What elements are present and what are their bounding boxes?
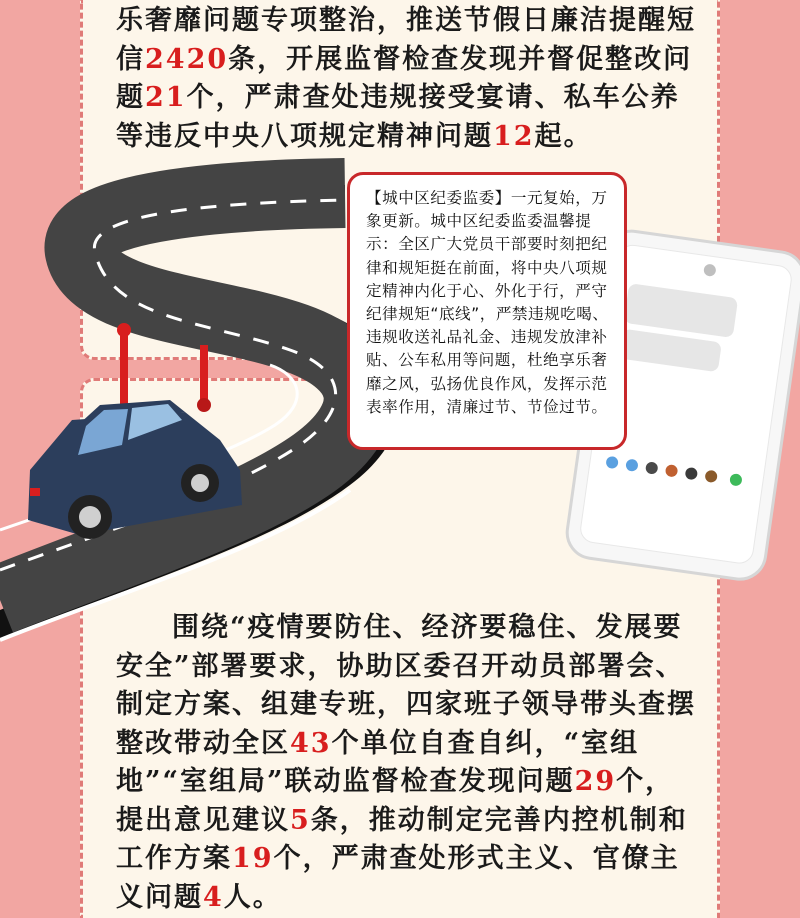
paragraph-segment: 人。 bbox=[223, 881, 282, 913]
highlight-number: 5 bbox=[290, 804, 311, 836]
paragraph-segment: 起。 bbox=[534, 120, 593, 152]
highlight-number: 2420 bbox=[145, 43, 229, 75]
paragraph-segment: 个，严肃查处形式主义、官僚主义问题 bbox=[116, 843, 680, 913]
paragraph-segment: 个，提出意见建议 bbox=[116, 766, 675, 836]
highlight-number: 12 bbox=[493, 120, 535, 152]
paragraph-segment: 围绕“疫情要防住、经济要稳住、发展要安全”部署要求，协助区委召开动员部署会、制定方案、组建专班，四家班子领导带头查摆整改带动全区 bbox=[116, 612, 696, 759]
highlight-number: 29 bbox=[574, 766, 617, 797]
road bbox=[0, 185, 401, 640]
bottom-paragraph-text bbox=[116, 609, 696, 917]
paragraph-segment: 个单位自查自纠，“室组地”“室组局”联动监督检查发现问题 bbox=[116, 727, 640, 797]
sms-message-text: 【城中区纪委监委】一元复始，万象更新。城中区纪委监委温馨提示：全区广大党员干部要时刻把纪律和规矩挺在前面，将中央八项规定精神内化于心、外化于行，严守纪律规矩“底线”，严禁违规吃喝、违规收送礼品礼金、违规发放津补贴、公车私用等问题，杜绝享乐奢靡之风，弘扬优良作风，发挥示范表率作用，清廉过节、节俭过节。 bbox=[366, 189, 609, 416]
highlight-number: 19 bbox=[232, 843, 274, 874]
highlight-number: 43 bbox=[290, 727, 332, 759]
bottom-paragraph bbox=[116, 609, 696, 917]
paragraph-segment: 个，严肃查处违规接受宴请、私车公养等违反中央八项规定精神问题 bbox=[116, 82, 680, 152]
paragraph-segment: 条，推动制定完善内控机制和工作方案 bbox=[116, 804, 688, 874]
sms-speech-bubble bbox=[347, 172, 627, 450]
highlight-number: 4 bbox=[203, 881, 224, 913]
paragraph-segment: 条，开展监督检查发现并督促整改问题 bbox=[116, 43, 693, 113]
highlight-number: 21 bbox=[145, 82, 187, 113]
paragraph-segment: 乐奢靡问题专项整治，推送节假日廉洁提醒短信 bbox=[116, 5, 696, 75]
